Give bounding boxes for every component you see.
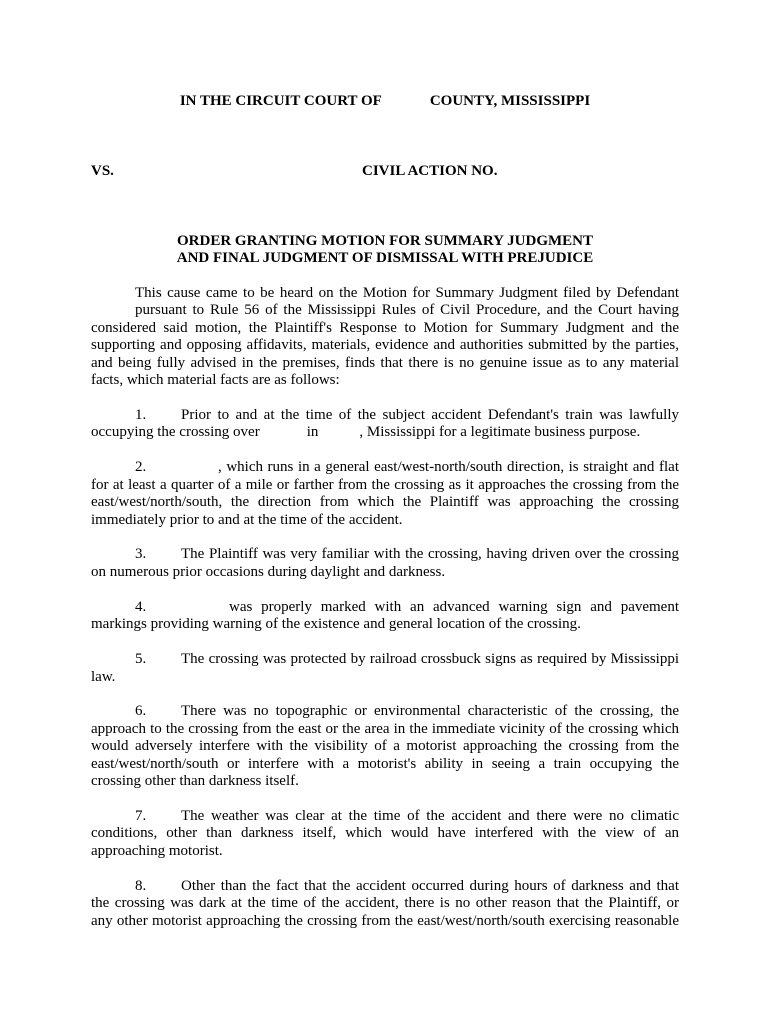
road-name-blank	[181, 610, 229, 611]
finding-3	[91, 546, 679, 581]
finding-6	[91, 703, 679, 790]
finding-line: conditions, other than darkness itself, which would have interfered with the view of an	[91, 825, 679, 842]
court-caption-prefix: IN THE CIRCUIT COURT OF	[179, 93, 382, 109]
finding-line: east/west/north/south or interfere with a motorist's ability in seeing a train occupying the	[91, 755, 679, 772]
finding-number: 1.	[135, 406, 147, 423]
document-body	[91, 93, 679, 930]
finding-number: 7.	[135, 808, 147, 824]
finding-line	[91, 459, 679, 476]
finding-text: There was no topographic or environmental characteristic of the crossing, the	[181, 703, 679, 720]
court-caption	[91, 93, 679, 110]
finding-line: would adversely interfere with the visibility of a motorist approaching the crossing from the	[91, 738, 679, 755]
finding-line: on numerous prior occasions during daylight and darkness.	[91, 563, 446, 580]
finding-line	[91, 703, 679, 720]
finding-text: , Mississippi for a legitimate business purpose.	[359, 424, 641, 441]
finding-text: , which runs in a general east/west-north/south direction, is straight and flat	[218, 459, 679, 476]
finding-text: occupying the crossing over	[91, 424, 260, 441]
finding-text: The crossing was protected by railroad crossbuck signs as required by Mississippi	[181, 651, 679, 668]
finding-line	[91, 808, 679, 825]
finding-text: Prior to and at the time of the subject accident Defendant's train was lawfully	[181, 406, 679, 423]
finding-number: 5.	[135, 651, 147, 668]
finding-line	[91, 424, 679, 441]
intro-line: This cause came to be heard on the Motion for Summary Judgment filed by Defendant	[135, 284, 679, 301]
finding-line: the crossing was dark at the time of the accident, there is no other reason that the Plaintiff, or	[91, 895, 679, 912]
finding-line: east/west/north/south, the direction from which the Plaintiff was approaching the crossing	[91, 494, 679, 511]
finding-line	[91, 546, 679, 563]
finding-text: The weather was clear at the time of the accident and there were no climatic	[181, 808, 679, 824]
order-title-line-2: AND FINAL JUDGMENT OF DISMISSAL WITH PREJUDICE	[176, 250, 594, 266]
intro-line: pursuant to Rule 56 of the Mississippi Rules of Civil Procedure, and the Court having	[135, 302, 679, 319]
finding-line: immediately prior to and at the time of the accident.	[91, 511, 403, 528]
finding-line	[91, 407, 679, 424]
finding-7	[91, 808, 679, 860]
finding-number: 3.	[135, 546, 147, 563]
versus-label: VS.	[91, 162, 114, 179]
civil-action-label: CIVIL ACTION NO.	[362, 162, 498, 179]
finding-1	[91, 407, 679, 442]
finding-line: markings providing warning of the existence and general location of the crossing.	[91, 616, 581, 633]
intro-line: and being fully advised in the premises, finds that there is no genuine issue as to any material	[91, 354, 679, 371]
finding-number: 6.	[135, 703, 147, 720]
intro-paragraph	[91, 285, 679, 390]
finding-line: law.	[91, 668, 116, 685]
finding-line: for at least a quarter of a mile or farther from the crossing as it approaches the crossing from the	[91, 476, 679, 493]
finding-number: 4.	[135, 598, 147, 615]
finding-line	[91, 651, 679, 668]
intro-line: supporting and opposing affidavits, materials, evidence and authorities submitted by the parties,	[91, 337, 679, 354]
intro-line: facts, which material facts are as follows:	[91, 372, 340, 389]
crossing-name-blank	[260, 435, 307, 436]
finding-number: 2.	[135, 459, 147, 476]
finding-2	[91, 459, 679, 529]
county-name-blank	[382, 104, 430, 105]
finding-text: was properly marked with an advanced warning sign and pavement	[229, 598, 679, 615]
finding-line: approach to the crossing from the east or the area in the immediate vicinity of the crossing which	[91, 720, 679, 737]
intro-line: considered said motion, the Plaintiff's Response to Motion for Summary Judgment and the	[91, 319, 679, 336]
finding-line: any other motorist approaching the crossing from the east/west/north/south exercising reasonable	[91, 912, 679, 929]
finding-text: in	[306, 424, 319, 441]
finding-text: The Plaintiff was very familiar with the crossing, having driven over the crossing	[181, 546, 679, 563]
order-title-line-1: ORDER GRANTING MOTION FOR SUMMARY JUDGMENT	[177, 232, 593, 249]
finding-4	[91, 599, 679, 634]
court-caption-county: COUNTY, MISSISSIPPI	[429, 93, 591, 109]
finding-5	[91, 651, 679, 686]
finding-line: crossing other than darkness itself.	[91, 773, 299, 790]
finding-line: approaching motorist.	[91, 842, 223, 859]
case-caption	[91, 163, 679, 180]
road-name-blank	[181, 470, 218, 471]
finding-text: Other than the fact that the accident occurred during hours of darkness and that	[181, 877, 679, 894]
finding-8	[91, 878, 679, 930]
finding-line	[91, 599, 679, 616]
finding-number: 8.	[135, 877, 147, 894]
city-name-blank	[318, 435, 359, 436]
finding-line	[91, 878, 679, 895]
